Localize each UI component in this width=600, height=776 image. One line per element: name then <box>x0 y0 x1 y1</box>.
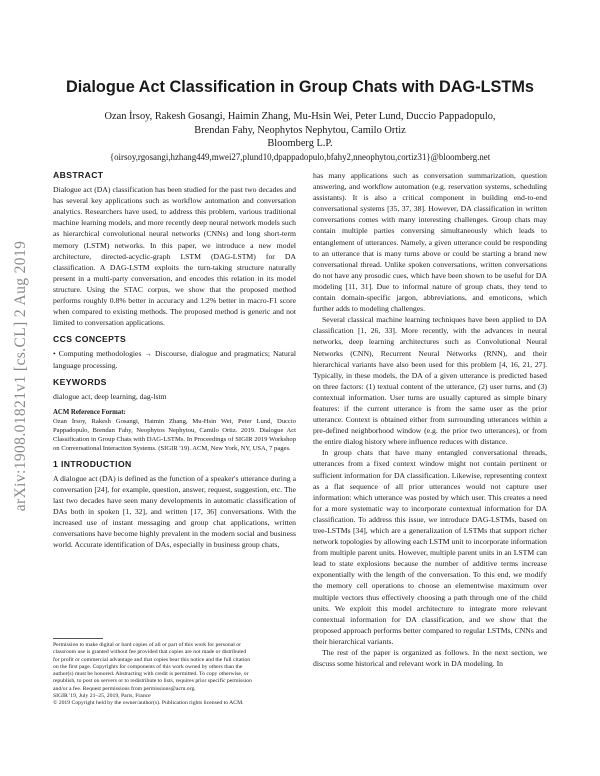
introduction-heading: 1 INTRODUCTION <box>53 458 132 469</box>
abstract-section <box>53 170 296 328</box>
footnote-line: for profit or commercial advantage and that copies bear this notice and the full citation <box>53 656 251 663</box>
arxiv-stamp-text: arXiv:1908.01821v1 [cs.CL] 2 Aug 2019 <box>12 240 29 512</box>
footnote-line: republish, to post on servers or to redistribute to lists, requires prior specific permission <box>53 678 252 685</box>
author-line-1: Ozan İrsoy, Rakesh Gosangi, Haimin Zhang, Mu-Hsin Wei, Peter Lund, Duccio Pappadopulo, <box>104 111 496 122</box>
keywords-heading: KEYWORDS <box>53 376 107 387</box>
introduction-text: A dialogue act (DA) is defined as the function of a speaker's utterance during a conversation [24], for example, question, answer, request, suggestion, etc. The last two decades have seen many developments in automatic classification of DAs both in spoken [1, 32], and written [17, 36] conversations. With the increased use of instant messaging and group chat applications, written conversations have become highly prevalent in the modern social and business world. Accurate identification of DAs, especially in business group chats, <box>53 473 296 550</box>
body-paragraph: The rest of the paper is organized as follows. In the next section, we discuss some historical and relevant work in DA modeling. In <box>313 648 547 669</box>
abstract-heading: ABSTRACT <box>53 170 104 180</box>
ccs-heading: CCS CONCEPTS <box>53 334 127 345</box>
keywords-text: dialogue act, deep learning, dag-lstm <box>53 391 167 401</box>
copyright-footnote <box>53 638 296 708</box>
left-column <box>53 170 296 551</box>
footnote-rule <box>53 638 103 639</box>
paper-title: Dialogue Act Classification in Group Chats with DAG-LSTMs <box>66 78 534 96</box>
footnote-line: SIGIR '19, July 21–25, 2019, Paris, France <box>53 693 151 700</box>
arxiv-stamp <box>8 180 34 572</box>
keywords-section <box>53 377 296 402</box>
author-emails: {oirsoy,rgosangi,hzhang449,mwei27,plund10,dpappadopulo,bfahy2,nneophytou,cortiz31}@bloomberg.net <box>109 151 491 162</box>
author-block <box>60 110 540 164</box>
introduction-section <box>53 459 296 551</box>
body-paragraph: Several classical machine learning techniques have been applied to DA classification [1, 26, 33]. More recently, with the advances in neural networks, deep learning architectures such as Convolutional Neural Networks (CNN), Recurrent Neural Networks (RNN), and their hierarchical variants have also been used for this problem [4, 16, 21, 27]. Typically, in these models, the DA of a given utterance is predicted based on three factors: (1) textual content of the utterance, (2) user turns, and (3) contextual information. User turns are usually captured as simple binary features: if the current utterance is from the same user as the prior utterance. Context is obtained either from surrounding utterances within a pre-defined neighborhood window (e.g. the prior two utterances), or from the entire dialog history where influence reduces with distance. <box>313 315 547 447</box>
right-column <box>313 170 547 669</box>
abstract-text: Dialogue act (DA) classification has been studied for the past two decades and has several key applications such as workflow automation and conversation analytics. Researchers have used, to address this problem, various traditional machine learning models, and more recently deep neural network models such as hierarchical convolutional neural networks (CNNs) and long short-term memory (LSTM) networks. In this paper, we introduce a new model architecture, directed-acyclic-graph LSTM (DAG-LSTM) for DA classification. A DAG-LSTM exploits the turn-taking structure naturally present in a multi-party conversation, and encodes this relation in its model structure. Using the STAC corpus, we show that the proposed method performs roughly 0.8% better in accuracy and 1.2% better in macro-F1 score when compared to existing methods. The proposed method is generic and not limited to conversation applications. <box>53 185 296 328</box>
reference-format-text: Ozan İrsoy, Rakesh Gosangi, Haimin Zhang, Mu-Hsin Wei, Peter Lund, Duccio Pappadopulo, Brendan Fahy, Neophytos Nephytou, Camilo Ortiz. 2019. Dialogue Act Classification in Group Chats with DAG-LSTMs. In Proceedings of SIGIR 2019 Workshop on Conversational Interaction Systems. (SIGIR '19). ACM, New York, NY, USA, 7 pages. <box>53 417 296 452</box>
footnote-line: Permission to make digital or hard copies of all or part of this work for personal or <box>53 642 241 648</box>
affiliation: Bloomberg L.P. <box>267 138 333 150</box>
footnote-line: and/or a fee. Request permissions from permissions@acm.org. <box>53 685 196 692</box>
body-paragraph: has many applications such as conversation summarization, question answering, and workflow automation (e.g. reservation systems, scheduling assistants). It is also a critical component in building end-to-end conversational systems [35, 37, 38]. However, DA classification in written conversations comes with many interesting challenges. Group chats may contain multiple parties conversing simultaneously which leads to entanglement of utterances. Namely, a given utterance could be responding to an utterance that is many turns above or could be starting a brand new conversational thread. Unlike spoken conversations, written conversations do not have any prosodic cues, which have been shown to be useful for DA modeling [11, 31]. Due to informal nature of group chats, they tend to contain domain-specific jargon, abbreviations, and emoticons, which further adds to modeling challenges. <box>313 171 547 314</box>
ccs-section <box>53 334 296 370</box>
reference-format <box>53 408 296 453</box>
footnote-line: classroom use is granted without fee provided that copies are not made or distributed <box>53 649 247 656</box>
footnote-line: on the first page. Copyrights for components of this work owned by others than the <box>53 663 243 670</box>
footnote-line: © 2019 Copyright held by the owner/author(s). Publication rights licensed to ACM. <box>53 700 244 707</box>
body-paragraph: In group chats that have many entangled conversational threads, utterances from a fixed context window might not contain pertinent or sufficient information for DA classification. Likewise, representing context as a flat sequence of all prior utterances would not capture user information: which utterance was posted by which user. This creates a need for a more systematic way to incorporate contextual information for DA classification. To address this issue, we introduce DAG-LSTMs, based on tree-LSTMs [34], which are a generalization of LSTMs that support richer network topologies by allowing each LSTM unit to incorporate information from multiple parent units. However, multiple parent units in an LSTM can lead to state explosions because the number of additive terms increase exponentially with the length of the conversation. To this end, we modify the memory cell operations to choose an elementwise maximum over multiple vectors thus effectively choosing a path through one of the child units. We exploit this model architecture to integrate more relevant contextual information for DA classification, and we show that the proposed approach performs better compared to regular LSTMs, CNNs and their hierarchical variants. <box>313 448 547 646</box>
ccs-text: • Computing methodologies → Discourse, dialogue and pragmatics; Natural language processing. <box>53 349 296 370</box>
reference-format-label: ACM Reference Format: <box>53 408 126 416</box>
footnote-line: author(s) must be honored. Abstracting with credit is permitted. To copy otherwise, or <box>53 671 249 678</box>
author-line-2: Brendan Fahy, Neophytos Nephytou, Camilo Ortiz <box>194 124 406 136</box>
